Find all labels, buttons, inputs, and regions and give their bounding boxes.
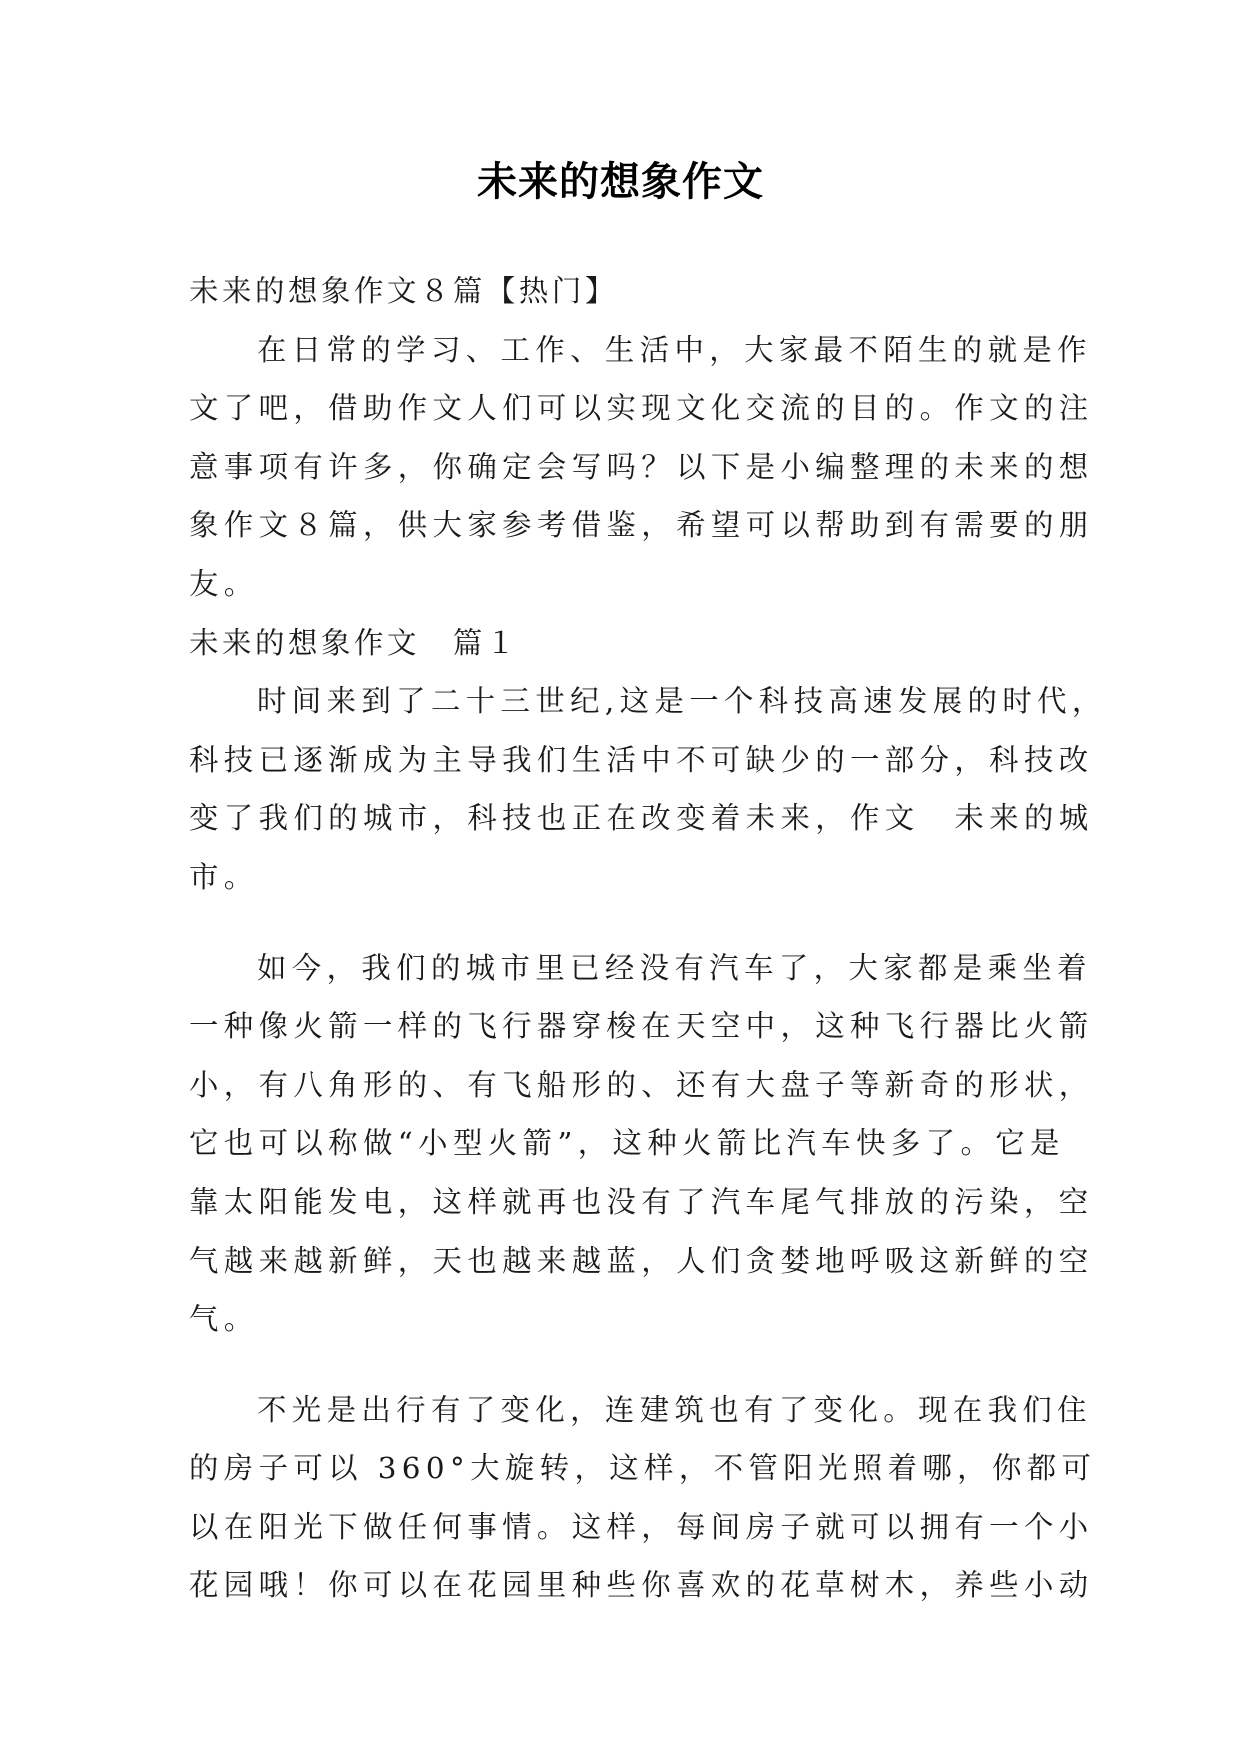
intro-line: 象作文８篇，供大家参考借鉴，希望可以帮助到有需要的朋 [189,508,1094,543]
paragraph-line: 如今，我们的城市里已经没有汽车了，大家都是乘坐着 [257,950,1092,985]
paragraph-line: 靠太阳能发电，这样就再也没有了汽车尾气排放的污染，空 [189,1184,1094,1219]
intro-line: 文了吧，借助作文人们可以实现文化交流的目的。作文的注 [189,391,1094,426]
paragraph-line: 科技已逐渐成为主导我们生活中不可缺少的一部分，科技改 [189,742,1094,777]
paragraph-spacer [189,1349,1051,1381]
document-subtitle: 未来的想象作文８篇【热门】 [189,274,618,308]
document-body [189,262,1107,1615]
section-heading: 未来的想象作文 篇１ [189,625,519,660]
paragraph-line: 以在阳光下做任何事情。这样，每间房子就可以拥有一个小 [189,1509,1094,1544]
paragraph-3 [189,1381,1097,1615]
intro-line: 友。 [189,566,259,601]
intro-line: 在日常的学习、工作、生活中，大家最不陌生的就是作 [257,332,1092,367]
paragraph-spacer [189,907,1051,939]
paragraph-2 [189,939,1094,1349]
paragraph-line: 气。 [189,1302,259,1337]
paragraph-line: 花园哦！你可以在花园里种些你喜欢的花草树木，养些小动 [189,1568,1094,1603]
paragraph-line: 小，有八角形的、有飞船形的、还有大盘子等新奇的形状， [189,1067,1094,1102]
document-title: 未来的想象作文 [477,158,764,205]
intro-line: 意事项有许多，你确定会写吗？以下是小编整理的未来的想 [189,449,1094,484]
paragraph-1 [189,672,1107,906]
paragraph-line: 市。 [189,859,259,894]
intro-paragraph [189,321,1094,614]
paragraph-line: 变了我们的城市，科技也正在改变着未来，作文 未来的城 [189,801,1094,836]
paragraph-line: 的房子可以 360°大旋转，这样，不管阳光照着哪，你都可 [189,1451,1097,1486]
paragraph-line: 它也可以称做“小型火箭”，这种火箭比汽车快多了。它是 [189,1126,1065,1161]
paragraph-line: 时间来到了二十三世纪,这是一个科技高速发展的时代， [257,684,1107,719]
paragraph-line: 气越来越新鲜，天也越来越蓝，人们贪婪地呼吸这新鲜的空 [189,1243,1094,1278]
paragraph-line: 不光是出行有了变化，连建筑也有了变化。现在我们住 [257,1392,1092,1427]
paragraph-line: 一种像火箭一样的飞行器穿梭在天空中，这种飞行器比火箭 [189,1009,1094,1044]
